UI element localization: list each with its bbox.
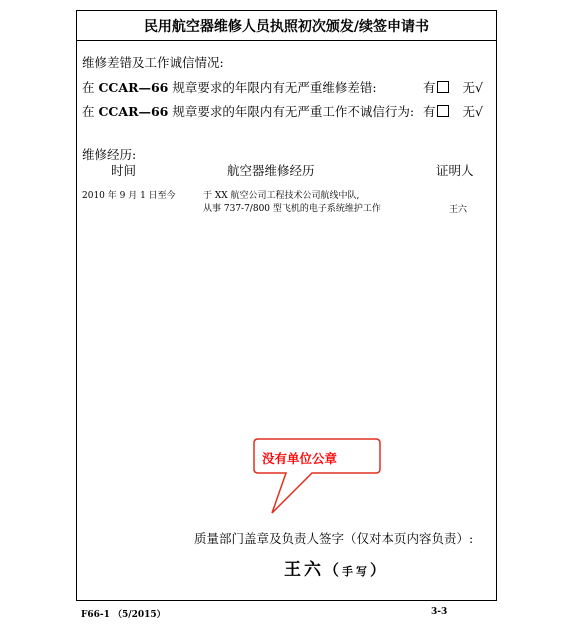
q1-check-mark: √ [475, 80, 483, 95]
integrity-heading: 维修差错及工作诚信情况: [82, 55, 224, 70]
handwritten-signature [284, 555, 388, 580]
signature-name: 王六 [284, 560, 324, 580]
signature-note: 手写 [342, 565, 371, 578]
column-header-experience: 航空器维修经历 [227, 163, 315, 178]
q2-ccar: CCAR—66 [98, 104, 169, 119]
column-header-time: 时间 [111, 163, 137, 178]
page-number: 3-3 [431, 607, 448, 617]
q1-yes-checkbox [437, 81, 449, 93]
q2-no-label: 无 [462, 104, 476, 119]
row-witness: 王六 [449, 205, 468, 215]
q2-answer [423, 102, 483, 120]
q2-check-mark: √ [475, 104, 483, 119]
row-experience-line2: 从事 737-7/800 型飞机的电子系统维护工作 [203, 204, 381, 214]
experience-heading: 维修经历: [82, 147, 137, 162]
question-integrity [82, 102, 414, 120]
q1-prefix: 在 [82, 80, 99, 95]
q1-text: 规章要求的年限内有无严重维修差错: [168, 80, 377, 95]
callout-text: 没有单位公章 [262, 451, 338, 466]
q1-no-label: 无 [462, 80, 476, 95]
question-maintenance-errors [82, 78, 377, 96]
q2-prefix: 在 [82, 104, 99, 119]
column-header-witness: 证明人 [436, 163, 474, 178]
row-experience-line1: 于 XX 航空公司工程技术公司航线中队, [203, 191, 360, 201]
q2-yes-label: 有 [423, 104, 436, 119]
form-title: 民用航空器维修人员执照初次颁发/续签申请书 [77, 11, 496, 41]
q1-answer [423, 78, 483, 96]
q2-text: 规章要求的年限内有无严重工作不诚信行为: [168, 104, 415, 119]
quality-dept-signature-label: 质量部门盖章及负责人签字（仅对本页内容负责）: [194, 531, 474, 546]
form-code: F66-1 （5/2015） [81, 610, 166, 620]
signature-paren-open: （ [324, 561, 343, 579]
annotation-callout [252, 437, 382, 477]
q2-yes-checkbox [437, 105, 449, 117]
row-time: 2010 年 9 月 1 日至今 [82, 191, 176, 201]
signature-paren-close: ） [370, 561, 389, 579]
q1-yes-label: 有 [423, 80, 436, 95]
q1-ccar: CCAR—66 [98, 80, 169, 95]
